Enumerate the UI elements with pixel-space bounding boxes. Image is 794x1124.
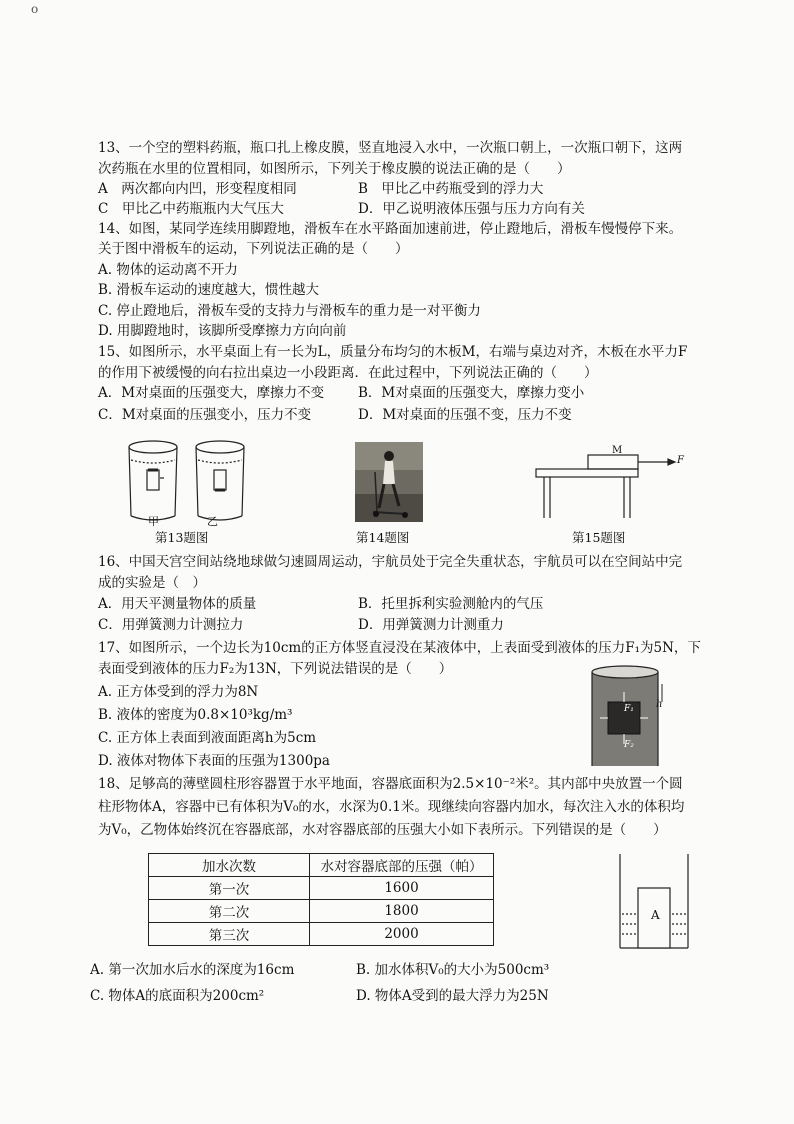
fig17-submerged-cube <box>590 662 672 768</box>
q18-stem-line2: 柱形物体A，容器中已有体积为V₀的水，水深为0.1米。现继续向容器内加水，每次注入水的体积均 <box>98 799 685 815</box>
table-cell: 第一次 <box>149 877 310 900</box>
q15-option-a: A．M对桌面的压强变大，摩擦力不变 <box>98 385 325 401</box>
q13-option-d: D．甲乙说明液体压强与压力方向有关 <box>358 201 585 217</box>
fig15-table-board <box>530 446 690 522</box>
table-cell: 第二次 <box>149 900 310 923</box>
fig17-label-h: h <box>656 699 663 710</box>
corner-mark: o <box>31 2 39 16</box>
q15-option-d: D．M对桌面的压强不变，压力不变 <box>358 407 572 423</box>
table-cell: 1600 <box>310 877 494 900</box>
table-row <box>149 923 494 946</box>
fig17-label-f1: F₁ <box>624 704 634 714</box>
q16-option-c: C．用弹簧测力计测拉力 <box>98 617 244 633</box>
q16-option-d: D．用弹簧测力计测重力 <box>358 617 504 633</box>
table-cell: 2000 <box>310 923 494 946</box>
q17-option-b: B. 液体的密度为0.8×10³kg/m³ <box>98 707 293 723</box>
table-cell: 1800 <box>310 900 494 923</box>
q18-option-b: B. 加水体积V₀的大小为500cm³ <box>356 962 550 978</box>
q16-stem-line1: 16、中国天宫空间站绕地球做匀速圆周运动，宇航员处于完全失重状态，宇航员可以在空间站中完 <box>98 554 683 570</box>
fig18-container <box>616 852 692 952</box>
q16-option-b: B．托里拆利实验测舱内的气压 <box>358 596 544 612</box>
fig14-scooter-photo <box>355 442 423 522</box>
q14-stem-line2: 关于图中滑板车的运动，下列说法正确的是（ ） <box>98 241 409 257</box>
q14-option-d: D. 用脚蹬地时，该脚所受摩擦力方向向前 <box>98 323 347 339</box>
fig13-beakers <box>120 438 260 530</box>
q14-option-a: A. 物体的运动离不开力 <box>98 262 238 278</box>
fig15-label-m: M <box>612 445 623 456</box>
q13-option-c: C 甲比乙中药瓶瓶内大气压大 <box>98 201 284 217</box>
q17-option-c: C. 正方体上表面到液面距离h为5cm <box>98 730 317 746</box>
q17-stem-line1: 17、如图所示，一个边长为10cm的正方体竖直浸没在某液体中，上表面受到液体的压力F₁为5N，下 <box>98 640 701 656</box>
table-row <box>149 877 494 900</box>
q15-option-c: C．M对桌面的压强变小，压力不变 <box>98 407 312 423</box>
table-header-row <box>149 854 494 877</box>
q18-option-a: A. 第一次加水后水的深度为16cm <box>90 962 295 978</box>
fig13-caption: 第13题图 <box>155 530 209 545</box>
q14-option-b: B. 滑板车运动的速度越大，惯性越大 <box>98 282 320 298</box>
q17-stem-line2: 表面受到液体的压力F₂为13N，下列说法错误的是（ ） <box>98 661 453 677</box>
table-row <box>149 900 494 923</box>
q18-stem-line1: 18、足够高的薄壁圆柱形容器置于水平地面，容器底面积为2.5×10⁻²米²。其内部中央放置一个圆 <box>98 776 683 792</box>
q15-option-b: B．M对桌面的压强变大，摩擦力变小 <box>358 385 585 401</box>
q17-option-a: A. 正方体受到的浮力为8N <box>98 684 259 700</box>
table-header-cell: 加水次数 <box>149 854 310 877</box>
q18-option-c: C. 物体A的底面积为200cm² <box>90 988 265 1004</box>
q18-stem-line3: 为V₀，乙物体始终沉在容器底部，水对容器底部的压强大小如下表所示。下列错误的是（ ） <box>98 822 667 838</box>
q14-option-c: C. 停止蹬地后，滑板车受的支持力与滑板车的重力是一对平衡力 <box>98 303 481 319</box>
fig15-caption: 第15题图 <box>572 530 626 545</box>
fig13-label-jia: 甲 <box>148 515 159 528</box>
q13-option-a: A 两次都向内凹，形变程度相同 <box>98 181 297 197</box>
q18-option-d: D. 物体A受到的最大浮力为25N <box>356 988 549 1004</box>
table-header-cell: 水对容器底部的压强（帕） <box>310 854 494 877</box>
q18-pressure-table <box>148 853 494 946</box>
q17-option-d: D. 液体对物体下表面的压强为1300pa <box>98 753 330 769</box>
q13-option-b: B 甲比乙中药瓶受到的浮力大 <box>358 181 544 197</box>
q13-stem-line2: 次药瓶在水里的位置相同，如图所示，下列关于橡皮膜的说法正确的是（ ） <box>98 161 571 177</box>
fig17-label-f2: F₂ <box>624 740 634 750</box>
q13-stem-line1: 13、一个空的塑料药瓶，瓶口扎上橡皮膜，竖直地浸入水中，一次瓶口朝上，一次瓶口朝下，这两 <box>98 140 683 156</box>
q15-stem-line1: 15、如图所示，水平桌面上有一长为L，质量分布均匀的木板M，右端与桌边对齐，木板在水平力F <box>98 344 688 360</box>
table-cell: 第三次 <box>149 923 310 946</box>
fig13-label-yi: 乙 <box>207 515 218 528</box>
q16-option-a: A．用天平测量物体的质量 <box>98 596 257 612</box>
q14-stem-line1: 14、如图，某同学连续用脚蹬地，滑板车在水平路面加速前进，停止蹬地后，滑板车慢慢停下来。 <box>98 221 683 237</box>
fig18-label-a: A <box>651 908 660 922</box>
fig15-label-f: F <box>677 455 684 466</box>
q15-stem-line2: 的作用下被缓慢的向右拉出桌边一小段距离．在此过程中，下列说法正确的（ ） <box>98 365 598 381</box>
q16-stem-line2: 成的实验是（ ） <box>98 575 206 591</box>
fig14-caption: 第14题图 <box>356 530 410 545</box>
